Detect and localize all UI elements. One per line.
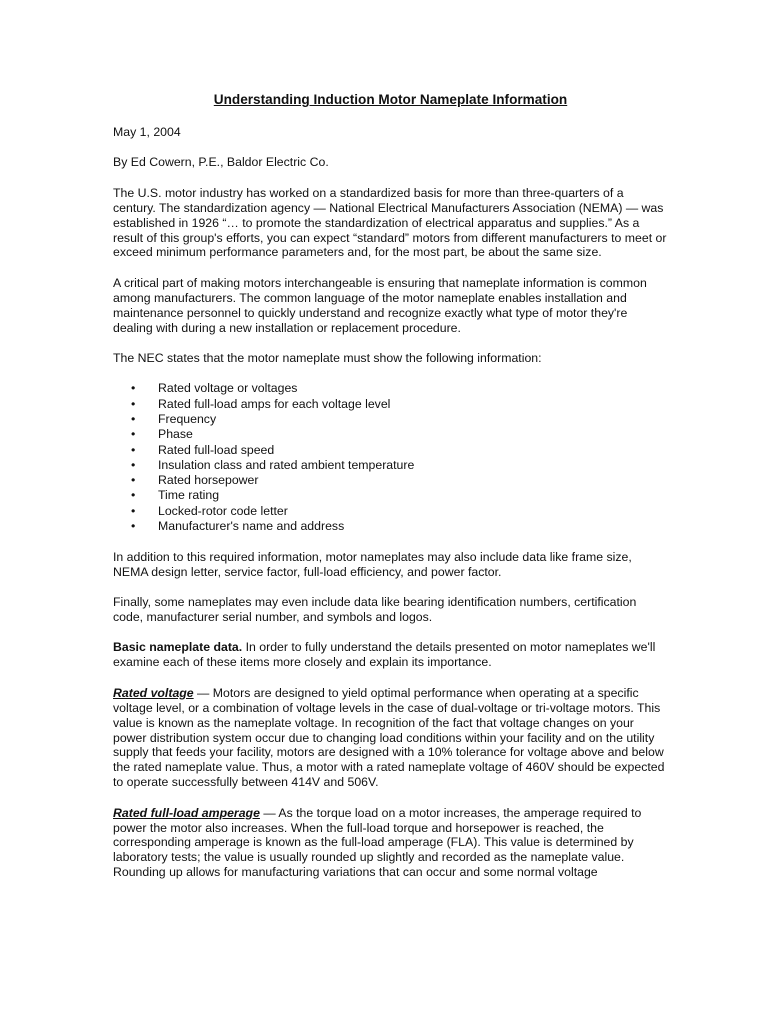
bullet-icon: • — [131, 427, 136, 442]
optional-data-paragraph: In addition to this required information, motor nameplates may also include data like frame size, NEMA design letter, service factor, full-load efficiency, and power factor. — [113, 549, 632, 579]
list-item-text: Rated horsepower — [158, 473, 259, 488]
list-item — [113, 427, 668, 442]
rated-fla-paragraph — [113, 806, 668, 881]
bullet-icon: • — [131, 519, 136, 534]
list-item — [113, 443, 668, 458]
list-item — [113, 381, 668, 396]
bullet-icon: • — [131, 442, 136, 457]
document-title: Understanding Induction Motor Nameplate Information — [213, 92, 568, 107]
list-item-text: Rated voltage or voltages — [158, 381, 298, 396]
nec-required-list — [113, 381, 668, 534]
bullet-icon: • — [131, 503, 136, 518]
list-item-text: Insulation class and rated ambient temperature — [158, 457, 415, 472]
bullet-icon: • — [131, 488, 136, 503]
rated-voltage-text: — Motors are designed to yield optimal performance when operating at a specific voltage level, or a combination of voltage levels in the case of dual-voltage or tri-voltage motors. This value is known as the nameplate voltage. In recognition of the fact that voltage changes on your power distribution system occur due to changing load conditions within your facility and on the utility supply that feeds your facility, motors are designed with a 10% tolerance for voltage above and below the rated nameplate value. Thus, a motor with a rated nameplate voltage of 460V should be expected to operate successfully between 414V and 506V. — [113, 685, 665, 790]
basic-nameplate-text: In order to fully understand the details presented on motor nameplates we'll examine each of these items more closely and explain its importance. — [113, 640, 656, 670]
list-item — [113, 397, 668, 412]
extra-data-paragraph: Finally, some nameplates may even include data like bearing identification numbers, certification code, manufacturer serial number, and symbols and logos. — [113, 595, 637, 625]
list-item-text: Phase — [158, 427, 193, 442]
intro-paragraph: The U.S. motor industry has worked on a standardized basis for more than three-quarters of a century. The standardization agency — National Electrical Manufacturers Association (NEMA) — was established in 1926 “… to promote the standardization of electrical apparatus and supplies.” As a result of this group's efforts, you can expect “standard” motors from different manufacturers to meet or exceed minimum performance parameters and, for the most part, be about the same size. — [113, 185, 667, 260]
list-item — [113, 458, 668, 473]
basic-nameplate-heading: Basic nameplate data. — [113, 640, 243, 655]
bullet-icon: • — [131, 473, 136, 488]
document-date: May 1, 2004 — [113, 125, 181, 139]
list-item-text: Rated full-load amps for each voltage level — [158, 396, 391, 411]
document-byline: By Ed Cowern, P.E., Baldor Electric Co. — [113, 155, 329, 170]
bullet-icon: • — [131, 381, 136, 396]
rated-voltage-term: Rated voltage — [113, 685, 194, 700]
rated-fla-text: — As the torque load on a motor increases, the amperage required to power the motor also increases. When the full-load torque and horsepower is reached, the corresponding amperage is known as the full-load amperage (FLA). This value is determined by laboratory tests; the value is usually rounded up slightly and recorded as the nameplate value. Rounding up allows for manufacturing variations that can occur and some normal voltage — [113, 805, 642, 880]
list-item-text: Manufacturer's name and address — [158, 519, 345, 534]
list-item — [113, 504, 668, 519]
list-item — [113, 473, 668, 488]
bullet-icon: • — [131, 457, 136, 472]
list-item-text: Rated full-load speed — [158, 442, 275, 457]
list-item-text: Frequency — [158, 411, 217, 426]
list-item — [113, 412, 668, 427]
list-item — [113, 519, 668, 534]
list-item-text: Locked-rotor code letter — [158, 503, 288, 518]
interchangeability-paragraph: A critical part of making motors interchangeable is ensuring that nameplate information is common among manufacturers. The common language of the motor nameplate enables installation and maintenance personnel to quickly understand and recognize exactly what type of motor they're dealing with during a new installation or replacement procedure. — [113, 275, 647, 335]
bullet-icon: • — [131, 411, 136, 426]
nec-intro-paragraph: The NEC states that the motor nameplate must show the following information: — [113, 350, 542, 365]
rated-voltage-paragraph — [113, 686, 668, 790]
list-item-text: Time rating — [158, 488, 220, 503]
rated-fla-term: Rated full-load amperage — [113, 805, 260, 820]
basic-nameplate-paragraph — [113, 640, 668, 670]
bullet-icon: • — [131, 396, 136, 411]
list-item — [113, 488, 668, 503]
